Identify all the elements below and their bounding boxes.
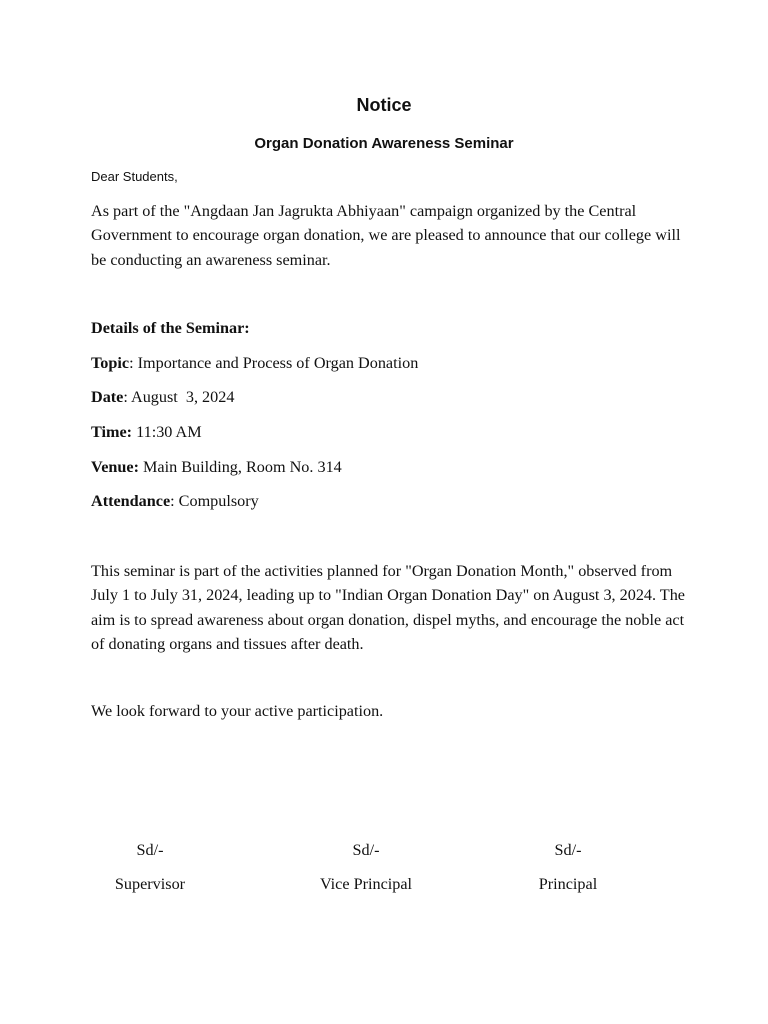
- detail-date-label: Date: [91, 388, 124, 406]
- intro-paragraph: As part of the "Angdaan Jan Jagrukta Abhiyaan" campaign organized by the Central Government to encourage organ donation, we are pleased to announce that our college will be conducting an awareness seminar.: [91, 202, 681, 269]
- signature-mark-vice-principal: Sd/-: [352, 841, 380, 859]
- month-paragraph: This seminar is part of the activities planned for "Organ Donation Month," observed from July 1 to July 31, 2024, leading up to "Indian Organ Donation Day" on August 3, 2024. The aim is to spread awareness about organ donation, dispel myths, and encourage the noble act of donating organs and tissues after death.: [91, 562, 685, 654]
- salutation: Dear Students,: [91, 169, 178, 184]
- detail-time-value: 11:30 AM: [132, 423, 202, 441]
- closing-line: We look forward to your active participation.: [91, 702, 384, 720]
- detail-venue-value: Main Building, Room No. 314: [138, 458, 342, 476]
- detail-venue-label: Venue:: [91, 458, 139, 476]
- detail-attendance: [91, 490, 259, 512]
- signature-mark-principal: Sd/-: [554, 841, 582, 859]
- detail-topic: [91, 352, 418, 374]
- detail-attendance-label: Attendance: [91, 492, 171, 510]
- signature-role-vice-principal: Vice Principal: [319, 875, 413, 893]
- details-heading: Details of the Seminar:: [91, 319, 250, 337]
- detail-date: [91, 386, 234, 408]
- detail-topic-value: : Importance and Process of Organ Donation: [129, 354, 419, 372]
- detail-venue: [91, 456, 342, 478]
- notice-title: Notice: [356, 95, 412, 115]
- detail-topic-label: Topic: [91, 354, 130, 372]
- detail-time-label: Time:: [91, 423, 133, 441]
- detail-attendance-value: : Compulsory: [170, 492, 259, 510]
- signature-role-supervisor: Supervisor: [114, 875, 186, 893]
- signature-role-principal: Principal: [538, 875, 598, 893]
- detail-time: [91, 421, 202, 443]
- signature-mark-supervisor: Sd/-: [136, 841, 164, 859]
- seminar-subtitle: Organ Donation Awareness Seminar: [254, 135, 514, 152]
- detail-date-value: : August 3, 2024: [123, 388, 235, 406]
